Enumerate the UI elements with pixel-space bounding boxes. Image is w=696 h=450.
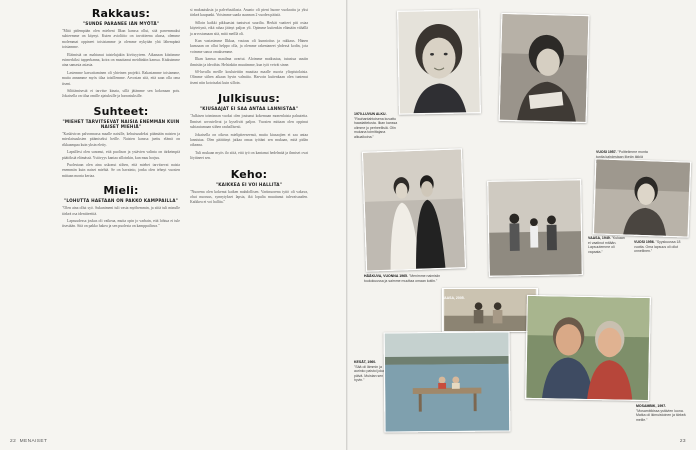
right-page — [348, 0, 696, 450]
mieli-paragraph: "Olen aina ollut syö. Sukunimeni tuli vasta myöhemmin, ja siitä tuli minulle tärkeä osa identiteettiä. — [62, 206, 180, 216]
caption-1956 — [634, 240, 690, 254]
section-subtitle-suhteet: "MIEHET TARVITSEVAT NAISIA ENEMMÄN KUIN NAISET MIEHIÄ" — [62, 118, 180, 129]
keho-paragraph: "Nuorena olen kokenut kaiken mahdollisen. Vartinuorena tyttö oli vakava, ohut nuoruus, synnytykset lapsia, ikä lopulta muuttanut tulevaisuuden. Kaikkea ei voi hallita." — [190, 189, 308, 205]
footer-right — [680, 439, 686, 444]
intro_right-paragraph: 60-luvulla meille koulutettiin muuttaa maalle nuoria yliopistolaisia. Olimme siihen aikaan hyvin valmiita. Harvoin kuitenkaan olen tuntenut itseni niin kotoisaksi kuin silloin. — [190, 70, 308, 85]
photo-mosambik-1997 — [525, 295, 651, 401]
caption-1960 — [354, 360, 384, 383]
intro_right-paragraph: Ilkan kanssa maailma avartui. Aloimme matkustaa, tutustua uusiin ihmisiin ja ideoihin. Helsinkiin muutimme, kun työt veivät sinne. — [190, 57, 308, 67]
young-woman-image — [594, 159, 691, 236]
intro_right-paragraph: Kun vastasimme Ilkkaa, vastaus oli kunnioitus ja rakkaus. Hänen kanssaan on ollut helppo olla, ja olemme rakentaneet yhdessä kodin, jota voimme sanoa omaksemme. — [190, 39, 308, 54]
caption-1960-label: KESÄT, 1960. — [354, 360, 377, 364]
photo-1956 — [593, 158, 692, 237]
caption-1956-text: "Syyskuussa 18 vuotta. Oma lapsuus oli ollut onnellinen." — [634, 240, 681, 254]
suhteet-body — [62, 132, 180, 179]
suhteet-paragraph: Puolestaan olen aina uskonut siihen, että miehet tarvitsevat naisia enemmän kuin naiset miehiä. Se on havainto, jonka olen tehnyt vuosien mittaan monta kertaa. — [62, 162, 180, 178]
family-outdoor-image — [488, 180, 582, 276]
caption-1956-label: VUOSI 1956. — [634, 240, 655, 244]
caption-1965-label: HÄÄKUVA, VUONNA 1965. — [364, 274, 408, 278]
left-column-2 — [190, 8, 308, 208]
rakkaus-paragraph: Lastemme kasvattaminen oli yhteinen projekti. Rakastamme toisiamme, mutta annamme myös tilaa toisillemme. Arvostan sitä, että saan olla oma itseni. — [62, 70, 180, 86]
wedding-photo-1965 — [362, 148, 466, 271]
intro-body — [190, 8, 308, 86]
left-column-1 — [62, 8, 180, 232]
julkisuus-paragraph: Jokaisella on oikeus mielipiteeseensä, mutta kiusaajien ei saa antaa lannistaa. Olen päättänyt jatkaa omaa työtäni sen mukaan, mitä pidän oikeana. — [190, 132, 308, 148]
intro_right-paragraph: Silloin kaikki pikkuasiat tuntuivat suurilta. Herkät vaatteet piti ostaa käytettynä, eikä rahaa jäänyt paljon yli. Opimme kuitenkin elämään vähällä ja arvostamaan sitä, mitä meillä oli. — [190, 20, 308, 36]
wedding-couple-image — [363, 149, 465, 270]
suhteet-paragraph: "Kaskiviron palvonnassa maalle naisille, kehuisuudeksi pitämään naisten ja mieslaisuuksien pitämiseksi heille. Naisten kanssa jaettu elämä on rikkaampaa kuin yksin eletty. — [62, 131, 180, 147]
caption-1997-text: "Mosambikissa ystävien luona. Matka oli ikimuistoinen ja tärkeä meille." — [636, 408, 686, 422]
caption-1970s — [354, 112, 398, 140]
mieli-paragraph: Lapsuudessa joskus oli vaikeaa, mutta opin jo varhain, että lohtua ei tule itsestään. Sitä on pakko hakea ja sen puolesta on kamppailtava." — [62, 218, 180, 229]
woman-reading-image — [500, 14, 589, 122]
keho-body — [190, 190, 308, 206]
page-number-left: 22 — [10, 439, 17, 444]
julkisuus-body — [190, 114, 308, 161]
photo-vaasa-1949 — [487, 179, 583, 277]
caption-1965 — [364, 274, 446, 283]
rakkaus-paragraph: Eläimistä on mahtunut taistelujakin kiviisyyteen. Aikanaan kiistimme esimerkiksi tupperkanna, koira on muuttanut meidänkin kanssa. Kiukuimme aina samasta asiasta. — [62, 52, 180, 68]
section-title-mieli: Mieli: — [103, 184, 139, 198]
section-title-julkisuus: Julkisuus: — [218, 92, 280, 106]
section-subtitle-mieli: "LOHUTTA HAETAAN ON PAKKO KAMPPAILLA" — [63, 198, 179, 204]
caption-1970s-text: "Rauhantahtoisena kuvattu haastattelusta. Ilkan kanssa olimme jo perheellisiä. Olin mukana toimittajana alkuaikoina." — [354, 116, 398, 139]
rakkaus-body — [62, 29, 180, 100]
portrait-woman-image — [398, 10, 480, 113]
caption-1960-text: "Sää oli lämmin ja aurinko paistoi joka päivä. Muistan sen hyvin." — [354, 364, 384, 383]
intro_right-paragraph: si mukautuksia ja palvelustilasta. Asunto oli pieni huone vuokrattu ja yksi tärkeä kaupunki. Voisimme saada asunnon 2 vuoden päästä. — [190, 8, 308, 18]
julkisuus-paragraph: "Julkisen toiminnan vuoksi olen joutunut kokemaan monenlaista palautetta. Ihmiset arvostelivat ja kyselivät paljon. Vuosien mittaan olen oppinut suhtautumaan siihen rauhallisesti. — [190, 114, 308, 130]
couple-smiling-image — [526, 296, 650, 400]
section-subtitle-keho: "KAIKKEA EI VOI HALLITA" — [215, 181, 283, 187]
portrait-photo-1970s — [397, 9, 481, 114]
summer-dock-image — [385, 332, 510, 431]
photo-summer-1960 — [384, 331, 511, 432]
footer-left — [10, 439, 47, 444]
section-title-rakkaus: Rakkaus: — [91, 7, 151, 20]
section-subtitle-julkisuus: "KIUSAAJAT EI SAA ANTAA LANNISTAA" — [199, 106, 299, 112]
caption-1949 — [588, 236, 628, 254]
suhteet-paragraph: Lapsillesi olen sanonut, että puolison ja ystävien valinta on tärkeimpiä päätöksiä elämässä. Ystävyys kantaa silloinkin, kun muu horjuu. — [62, 150, 180, 160]
caption-1957-label: VUOSI 1957. — [596, 150, 617, 154]
caption-1949-text: "Kukaan ei vaatinut mitään. Lapsuutemme oli vapaata." — [588, 236, 625, 254]
caption-1965-text: "Menimme naimisiin toukokuussa ja saimme muuttaa omaan kotiin." — [364, 274, 441, 283]
caption-1957-text: "Polttelimme monta tuntia kahdestaan ilkeän äkkiä — [596, 150, 648, 159]
page-number-right: 23 — [679, 439, 686, 444]
section-subtitle-rakkaus: "SUNDE PARANEE IÄN MYÖTÄ" — [82, 21, 160, 26]
rakkaus-paragraph: Silittämisestä ei tarvitse kinata, sillä jätämme sen kokonaan pois. Jokaisella on tilaa omille ajatuksille ja harrastuksille. — [62, 89, 180, 99]
caption-1997-label: MOSAMBIK, 1997. — [636, 404, 667, 408]
caption-2005 — [442, 296, 502, 301]
caption-1970s-label: 1970-LUVUN ALKU. — [354, 112, 387, 116]
rakkaus-paragraph: "Mitä pidempään olen mieheni Ilkan kanssa ollut, sitä parremmaksi suhteemme on käynyt. Kuten avioliitto on tavoitteena alussa, olemme molemmat oppineet toisistamme ja olemme nykyään yhä lähempänä toisiamme. — [62, 29, 180, 50]
caption-1949-label: VAASA, 1949. — [588, 236, 611, 240]
caption-2005-label: VAASA, 2005. — [442, 296, 465, 300]
julkisuus-paragraph: Tuli mukaan myös ilo siitä, että työ on kantanut hedelmää ja ihmiset ovat löytäneet sen. — [190, 150, 308, 161]
photo-1957 — [499, 13, 590, 123]
magazine-name-left: MENAISET — [19, 439, 48, 444]
caption-1997 — [636, 404, 690, 422]
section-title-keho: Keho: — [230, 167, 268, 181]
section-title-suhteet: Suhteet: — [93, 104, 149, 118]
photo-vaasa-2005 — [442, 288, 538, 332]
mieli-body — [62, 206, 180, 230]
